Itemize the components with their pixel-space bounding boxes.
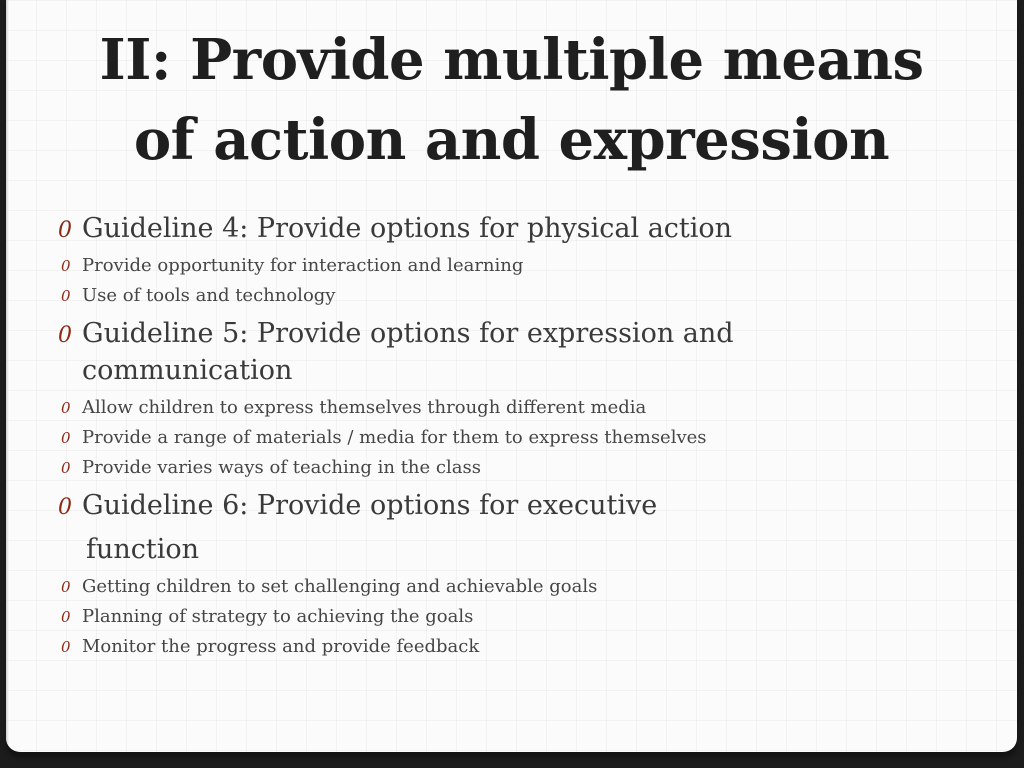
bullet-icon: 0 xyxy=(61,608,71,626)
slide-title xyxy=(6,20,1017,180)
guideline-6-heading-continuation: function xyxy=(86,534,200,565)
list-item-text: Provide varies ways of teaching in the class xyxy=(82,457,481,478)
bullet-icon: 0 xyxy=(61,459,71,477)
guideline-4-heading-text: Guideline 4: Provide options for physical action xyxy=(82,213,733,244)
list-item xyxy=(58,572,958,602)
list-item xyxy=(58,251,958,281)
list-item-text: Provide a range of materials / media for them to express themselves xyxy=(82,427,707,448)
list-item xyxy=(58,393,958,423)
bullet-icon: 0 xyxy=(61,399,71,417)
guideline-4-heading xyxy=(58,210,958,247)
bullet-icon: 0 xyxy=(58,323,72,348)
bullet-icon: 0 xyxy=(58,495,72,520)
bullet-icon: 0 xyxy=(58,218,72,243)
list-item xyxy=(58,423,958,453)
list-item xyxy=(58,632,958,662)
guideline-5-heading xyxy=(58,315,958,389)
bullet-icon: 0 xyxy=(61,429,71,447)
bullet-icon: 0 xyxy=(61,257,71,275)
guideline-6-heading-text: Guideline 6: Provide options for executive xyxy=(82,490,658,521)
list-item xyxy=(58,453,958,483)
bullet-icon: 0 xyxy=(61,287,71,305)
list-item-text: Use of tools and technology xyxy=(82,285,336,306)
slide xyxy=(6,0,1017,752)
list-item-text: Provide opportunity for interaction and learning xyxy=(82,255,524,276)
list-item-text: Planning of strategy to achieving the goals xyxy=(82,606,474,627)
bullet-list xyxy=(58,210,958,662)
list-item-text: Getting children to set challenging and achievable goals xyxy=(82,576,598,597)
list-item-text: Allow children to express themselves through different media xyxy=(82,397,647,418)
guideline-5-heading-text: Guideline 5: Provide options for expression and communication xyxy=(82,318,734,386)
bullet-icon: 0 xyxy=(61,578,71,596)
slide-title-line-2: of action and expression xyxy=(133,107,890,173)
bullet-icon: 0 xyxy=(61,638,71,656)
slide-title-line-1: II: Provide multiple means xyxy=(99,27,924,93)
list-item-text: Monitor the progress and provide feedback xyxy=(82,636,480,657)
list-item xyxy=(58,281,958,311)
list-item xyxy=(58,602,958,632)
guideline-6-heading xyxy=(58,487,958,568)
